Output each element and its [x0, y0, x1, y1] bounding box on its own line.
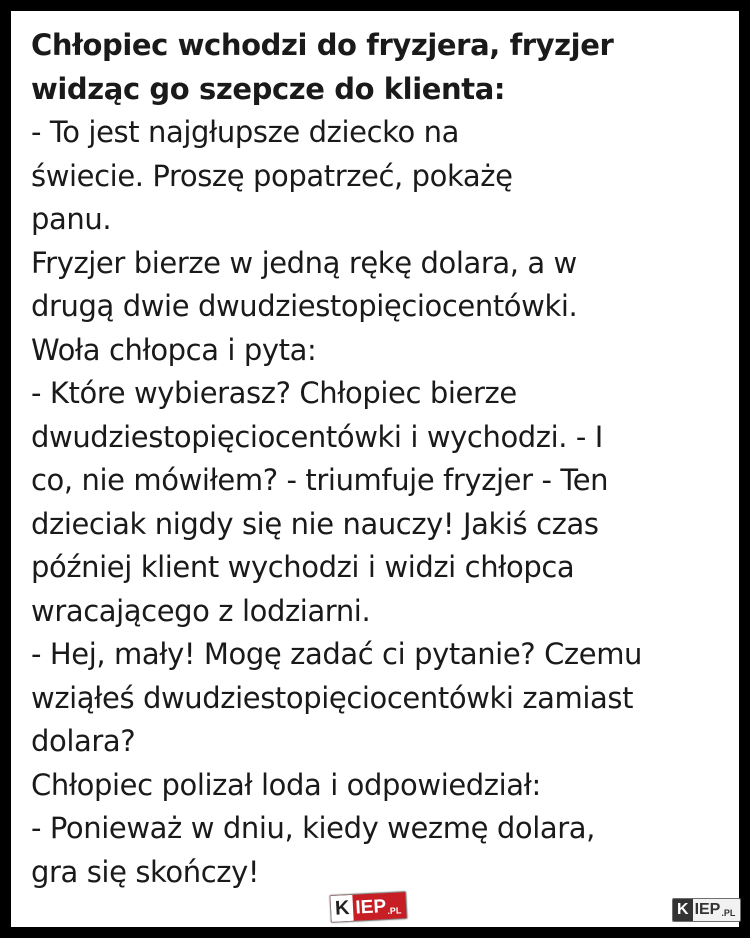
meme-card: [11, 11, 739, 927]
kiep-corner-rest: IEP .PL: [694, 901, 736, 918]
joke-line-8: Woła chłopca i pyta:: [31, 332, 317, 367]
kiep-logo-k: K: [330, 895, 354, 922]
joke-line-6: Fryzjer bierze w jedną rękę dolara, a w: [31, 245, 577, 280]
joke-heading-line-1: Chłopiec wchodzi do fryzjera, fryzjer: [31, 28, 614, 62]
kiep-logo-center: [329, 891, 407, 923]
joke-line-3: - To jest najgłupsze dziecko na: [31, 115, 460, 149]
joke-line-16: wziąłeś dwudziestopięciocentówki zamiast: [31, 680, 634, 715]
joke-line-19: - Ponieważ w dniu, kiedy wezmę dolara,: [31, 811, 595, 845]
joke-line-7: drugą dwie dwudziestopięciocentówki.: [31, 289, 578, 323]
joke-line-14: wracającego z lodziarni.: [31, 593, 371, 628]
joke-line-4: świecie. Proszę popatrzeć, pokażę: [31, 158, 513, 193]
joke-line-5: panu.: [31, 202, 112, 236]
joke-line-11: co, nie mówiłem? - triumfuje fryzjer - Ten: [31, 463, 609, 497]
joke-heading-line-2: widząc go szepcze do klienta:: [31, 71, 506, 106]
kiep-logo-rest: IEP .PL: [354, 895, 402, 919]
joke-line-17: dolara?: [31, 724, 136, 758]
joke-text: [31, 24, 731, 894]
joke-line-12: dzieciak nigdy się nie nauczy! Jakiś czas: [31, 506, 599, 541]
kiep-corner-k: K: [673, 899, 693, 921]
joke-line-15: - Hej, mały! Mogę zadać ci pytanie? Czemu: [31, 637, 643, 671]
joke-line-13: później klient wychodzi i widzi chłopca: [31, 550, 575, 584]
joke-line-10: dwudziestopięciocentówki i wychodzi. - I: [31, 419, 603, 454]
joke-line-9: - Które wybierasz? Chłopiec bierze: [31, 376, 517, 410]
kiep-logo-corner: [672, 898, 741, 922]
joke-line-20: gra się skończy!: [31, 854, 260, 889]
joke-line-18: Chłopiec polizał loda i odpowiedział:: [31, 767, 541, 802]
